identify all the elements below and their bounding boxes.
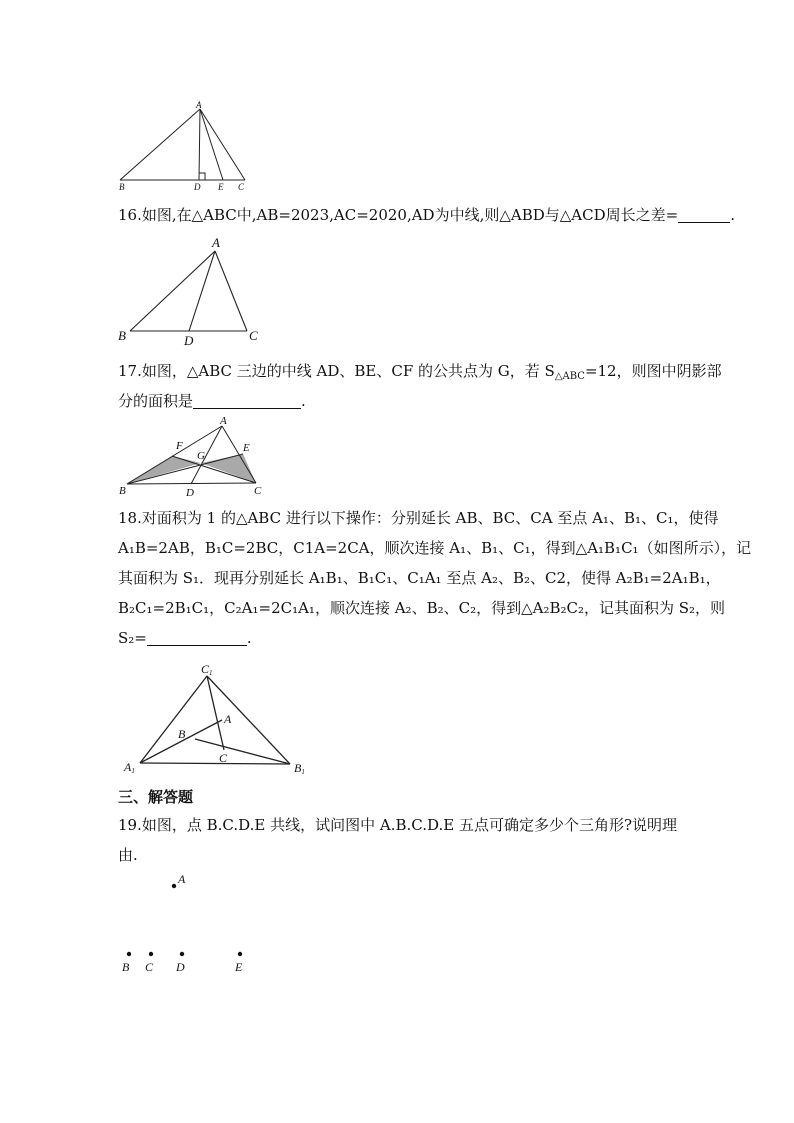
label-f: F: [176, 440, 183, 452]
question-number: 16.: [118, 206, 142, 224]
label-b: B: [118, 328, 126, 343]
question-text: 如图,在△ABC中,AB=2023,AC=2020,AD为中线,则△ABD与△ACD周长之差=: [141, 206, 679, 224]
label-a1: A1: [124, 760, 135, 775]
question-17: 17.如图，△ABC 三边的中线 AD、BE、CF 的公共点为 G，若 $S_{\triangle ABC}=12$，则图中阴影部 分的面积是 .: [118, 362, 722, 410]
area-subscript: △ABC: [554, 371, 585, 382]
label-d: D: [186, 487, 194, 499]
shaded-triangle-left: [127, 456, 201, 484]
label-c: C: [219, 751, 228, 765]
label-a: A: [196, 100, 202, 110]
segment-bb1: [195, 739, 290, 764]
label-c: C: [145, 960, 154, 974]
figure-medians-shaded: [115, 412, 265, 500]
point-d: [180, 952, 184, 956]
answer-blank[interactable]: [678, 204, 730, 223]
question-16: 16.如图,在△ABC中,AB=2023,AC=2020,AD为中线,则△ABD与△ACD周长之差= .: [118, 206, 735, 224]
label-d: D: [194, 182, 201, 192]
segment-ab: [127, 426, 222, 484]
label-b1: B1: [294, 761, 305, 776]
question-number: 17.: [118, 362, 142, 380]
figure-triangle-median: [115, 234, 265, 346]
point-c: [149, 952, 153, 956]
label-c: C: [254, 485, 262, 497]
label-c: C: [249, 328, 258, 343]
point-e: [238, 952, 242, 956]
median-ad: [191, 426, 222, 484]
label-b: B: [119, 485, 126, 497]
label-e: E: [218, 182, 224, 192]
point-a: [172, 884, 176, 888]
segment-ad: [199, 109, 200, 180]
label-g: G: [197, 450, 205, 462]
label-b: B: [119, 182, 125, 192]
right-angle-mark: [199, 173, 205, 180]
figure-extended-triangle: [118, 656, 318, 781]
segment-ac: [200, 109, 245, 180]
figure-triangle-altitude: [110, 100, 260, 195]
label-c1: C1: [201, 662, 213, 677]
label-e: E: [243, 442, 250, 454]
label-e: E: [235, 960, 243, 974]
label-a: A: [178, 872, 186, 886]
label-c: C: [238, 182, 245, 192]
segment-ab: [120, 109, 200, 180]
label-d: D: [176, 960, 185, 974]
label-b: B: [122, 960, 130, 974]
answer-blank[interactable]: [147, 627, 247, 646]
label-a: A: [220, 415, 227, 427]
question-19: 19.如图，点 B.C.D.E 共线，试问图中 A.B.C.D.E 五点可确定多少个三角形?说明理 由.: [118, 816, 677, 864]
segment-a1b1: [140, 763, 290, 764]
section-heading: 三、解答题: [118, 788, 194, 806]
label-a: A: [212, 235, 220, 250]
segment-ac: [215, 251, 247, 331]
label-b: B: [178, 727, 186, 741]
figure-five-points: [112, 868, 262, 978]
point-b: [127, 952, 131, 956]
question-number: 19.: [118, 816, 142, 834]
label-a: A: [224, 712, 232, 726]
segment-ae: [200, 109, 223, 180]
segment-c1c: [207, 676, 224, 750]
answer-blank[interactable]: [193, 390, 301, 409]
question-18: 18.对面积为 1 的△ABC 进行以下操作：分别延长 AB、BC、CA 至点 A₁、B₁、C₁，使得 A₁B=2AB，B₁C=2BC，C1A=2CA，顺次连接 A₁、B₁、C₁，得到△A₁B₁C₁（如图所示），记 其面积为 S₁．现再分别延长 A₁B₁、B₁C₁、C₁A₁ 至点 A₂、B₂、C2，使得 A₂B₁=2A₁B₁， B₂C₁=2B₁C₁，C₂A₁=2C₁A₁，顺次连接 A₂、B₂、C₂，得到△A₂B₂C₂，记其面积为 S₂，则 S₂= .: [118, 509, 752, 647]
question-number: 18.: [118, 509, 142, 527]
segment-c1a1: [140, 676, 207, 763]
label-d: D: [184, 333, 194, 348]
